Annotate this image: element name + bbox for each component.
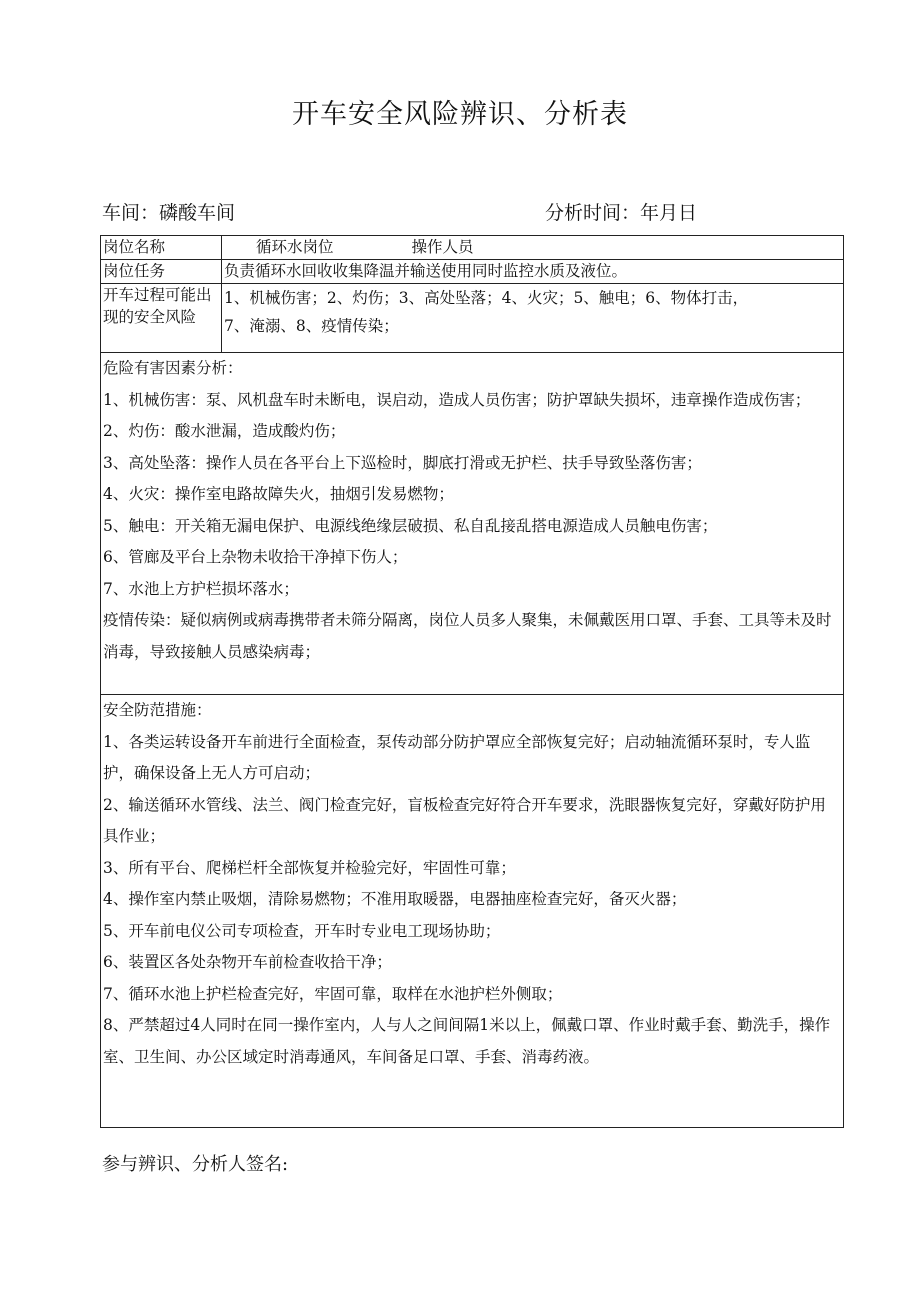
measure-item: 7、循环水池上护栏检查完好，牢固可靠，取样在水池护栏外侧取； bbox=[103, 984, 563, 1003]
page-title: 开车安全风险辨识、分析表 bbox=[292, 99, 628, 130]
measure-item: 4、操作室内禁止吸烟，清除易燃物；不准用取暖器，电器抽座检查完好，备灭火器； bbox=[103, 890, 687, 908]
post-name-label: 岗位名称 bbox=[101, 236, 222, 260]
hazard-item: 疫情传染：疑似病例或病毒携带者未筛分隔离，岗位人员多人聚集，未佩戴医用口罩、手套、工具等未及时消毒，导致接触人员感染病毒； bbox=[103, 611, 832, 661]
post-name-row bbox=[101, 236, 844, 260]
hazard-item: 4、火灾：操作室电路故障失火，抽烟引发易燃物； bbox=[103, 485, 454, 503]
hazards-section bbox=[101, 353, 844, 695]
analysis-time-field: 分析时间：年月日 bbox=[545, 202, 698, 224]
risk-row bbox=[101, 284, 844, 353]
post-name-value: 循环水岗位 bbox=[256, 238, 334, 256]
risk-line: 7、淹溺、8、疫情传染； bbox=[224, 317, 399, 335]
workshop-field: 车间：磷酸车间 bbox=[102, 202, 236, 224]
operator-label: 操作人员 bbox=[411, 238, 474, 256]
measure-item: 8、严禁超过4人同时在同一操作室内，人与人之间间隔1米以上，佩戴口罩、作业时戴手套、勤洗手，操作室、卫生间、办公区域定时消毒通风，车间备足口罩、手套、消毒药液。 bbox=[103, 1016, 831, 1066]
hazard-item: 1、机械伤害：泵、风机盘车时未断电，误启动，造成人员伤害；防护罩缺失损坏，违章操作造成伤害； bbox=[103, 390, 811, 409]
measure-item: 6、装置区各处杂物开车前检查收拾干净； bbox=[103, 953, 392, 971]
measures-row bbox=[101, 695, 844, 1128]
post-task-row bbox=[101, 260, 844, 284]
measure-item: 3、所有平台、爬梯栏杆全部恢复并检验完好，牢固性可靠； bbox=[103, 858, 516, 877]
post-task-label: 岗位任务 bbox=[101, 260, 222, 284]
measure-item: 5、开车前电仪公司专项检查，开车时专业电工现场协助； bbox=[103, 921, 501, 940]
measures-section bbox=[101, 695, 844, 1128]
post-name-cell bbox=[222, 236, 844, 260]
hazard-item: 6、管廊及平台上杂物未收拾干净掉下伤人； bbox=[103, 548, 408, 566]
hazard-item: 7、水池上方护栏损坏落水； bbox=[103, 579, 299, 598]
risk-line: 1、机械伤害；2、灼伤；3、高处坠落；4、火灾；5、触电；6、物体打击， bbox=[224, 289, 749, 307]
hazards-heading: 危险有害因素分析： bbox=[103, 359, 243, 377]
risk-value bbox=[222, 284, 844, 353]
signature-label: 参与辨识、分析人签名: bbox=[102, 1154, 289, 1175]
measure-item: 1、各类运转设备开车前进行全面检查，泵传动部分防护罩应全部恢复完好；启动轴流循环泵时，专人监护，确保设备上无人方可启动； bbox=[103, 732, 811, 782]
risk-label: 开车过程可能出现的安全风险 bbox=[101, 284, 222, 353]
hazard-item: 2、灼伤：酸水泄漏，造成酸灼伤； bbox=[103, 422, 346, 440]
hazard-item: 5、触电：开关箱无漏电保护、电源线绝缘层破损、私自乱接乱搭电源造成人员触电伤害； bbox=[103, 516, 718, 535]
hazards-row bbox=[101, 353, 844, 695]
measures-heading: 安全防范措施： bbox=[103, 701, 212, 719]
hazard-item: 3、高处坠落：操作人员在各平台上下巡检时，脚底打滑或无护栏、扶手导致坠落伤害； bbox=[103, 453, 702, 472]
post-task-value: 负责循环水回收收集降温并输送使用同时监控水质及液位。 bbox=[222, 260, 844, 284]
measure-item: 2、输送循环水管线、法兰、阀门检查完好，盲板检查完好符合开车要求，洗眼器恢复完好，穿戴好防护用具作业； bbox=[103, 795, 826, 845]
risk-analysis-table bbox=[100, 235, 844, 1128]
